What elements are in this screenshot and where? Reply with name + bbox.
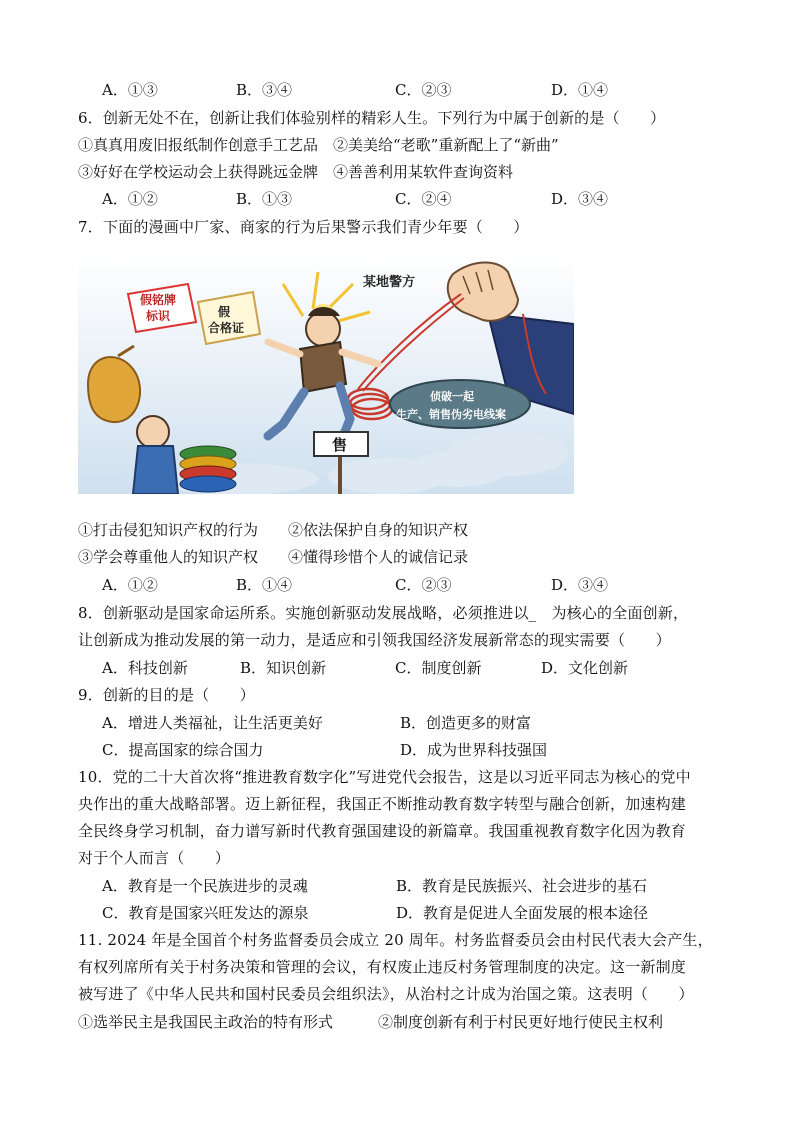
q7-items-line2: ③学会尊重他人的知识产权 ④懂得珍惜个人的诚信记录 bbox=[78, 548, 469, 566]
case-badge-line1: 侦破一起 bbox=[430, 390, 474, 403]
q8-option-b: B．知识创新 bbox=[240, 659, 327, 677]
case-badge bbox=[390, 380, 530, 428]
q11-stem-line2: 有权列席所有关于村务决策和管理的会议，有权废止违反村务管理制度的决定。这一新制度 bbox=[78, 958, 687, 976]
q5-option-a: A．①③ bbox=[102, 81, 158, 99]
cert-tag-line1: 假 bbox=[218, 305, 231, 319]
cert-tag-line2: 合格证 bbox=[208, 321, 245, 335]
q8-option-d: D．文化创新 bbox=[541, 659, 629, 677]
q10-option-a: A．教育是一个民族进步的灵魂 bbox=[102, 877, 308, 895]
q7-option-b: B．①④ bbox=[236, 576, 293, 594]
q9-option-d: D．成为世界科技强国 bbox=[400, 741, 548, 759]
q9-option-a: A．增进人类福祉，让生活更美好 bbox=[102, 714, 323, 732]
q7-items-line1: ①打击侵犯知识产权的行为 ②依法保护自身的知识产权 bbox=[78, 521, 469, 539]
police-label: 某地警方 bbox=[363, 275, 416, 290]
q6-option-c: C．②④ bbox=[395, 190, 452, 208]
q10-option-c: C．教育是国家兴旺发达的源泉 bbox=[102, 904, 309, 922]
q8-stem-line2: 让创新成为推动发展的第一动力，是适应和引领我国经济发展新常态的现实需要（ ） bbox=[78, 631, 671, 649]
q6-option-b: B．①③ bbox=[236, 190, 293, 208]
fake-certificate bbox=[198, 292, 260, 344]
q6-option-a: A．①② bbox=[102, 190, 158, 208]
q10-stem-line1: 10．党的二十大首次将“推进教育数字化”写进党代会报告，这是以习近平同志为核心的党中 bbox=[78, 768, 691, 786]
q7-stem: 7．下面的漫画中厂家、商家的行为后果警示我们青少年要（ ） bbox=[78, 218, 529, 236]
q11-stem-line1: 11. 2024 年是全国首个村务监督委员会成立 20 周年。村务监督委员会由村民代表大会产生， bbox=[78, 931, 713, 949]
q8-option-c: C．制度创新 bbox=[395, 659, 482, 677]
q6-option-d: D．③④ bbox=[551, 190, 609, 208]
q10-stem-line4: 对于个人而言（ ） bbox=[78, 849, 231, 867]
q5-option-b: B．③④ bbox=[236, 81, 293, 99]
q6-stem: 6．创新无处不在，创新让我们体验别样的精彩人生。下列行为中属于创新的是（ ） bbox=[78, 109, 666, 127]
q7-option-a: A．①② bbox=[102, 576, 158, 594]
case-badge-line2: 生产、销售伪劣电线案 bbox=[396, 408, 506, 421]
q9-option-b: B．创造更多的财富 bbox=[400, 714, 532, 732]
q10-stem-line3: 全民终身学习机制，奋力谱写新时代教育强国建设的新篇章。我国重视教育数字化因为教育 bbox=[78, 822, 687, 840]
q9-option-c: C．提高国家的综合国力 bbox=[102, 741, 264, 759]
q9-stem: 9．创新的目的是（ ） bbox=[78, 686, 255, 704]
q5-option-d: D．①④ bbox=[551, 81, 609, 99]
q7-comic bbox=[78, 254, 574, 494]
q6-items-line2: ③好好在学校运动会上获得跳远金牌 ④善善利用某软件查询资料 bbox=[78, 163, 514, 181]
q8-option-a: A．科技创新 bbox=[102, 659, 188, 677]
q7-option-c: C．②③ bbox=[395, 576, 452, 594]
q10-option-b: B．教育是民族振兴、社会进步的基石 bbox=[396, 877, 648, 895]
q10-option-d: D．教育是促进人全面发展的根本途径 bbox=[396, 904, 649, 922]
q8-stem-line1: 8．创新驱动是国家命运所系。实施创新驱动发展战略，必须推进以_ 为核心的全面创新， bbox=[78, 604, 689, 622]
brand-tag-line2: 标识 bbox=[146, 309, 171, 323]
brand-tag-line1: 假铭牌 bbox=[140, 293, 177, 307]
q11-items-line1: ①选举民主是我国民主政治的特有形式 ②制度创新有利于村民更好地行使民主权利 bbox=[78, 1013, 664, 1031]
q10-stem-line2: 央作出的重大战略部署。迈上新征程，我国正不断推动教育数字转型与融合创新，加速构建 bbox=[78, 795, 687, 813]
wire-spools bbox=[180, 446, 236, 492]
q11-stem-line3: 被写进了《中华人民共和国村民委员会组织法》，从治村之计成为治国之策。这表明（ ） bbox=[78, 985, 694, 1003]
q6-items-line1: ①真真用废旧报纸制作创意手工艺品 ②美美给“老歌”重新配上了“新曲” bbox=[78, 136, 559, 154]
sale-sign-text: 售 bbox=[332, 436, 348, 454]
q7-option-d: D．③④ bbox=[551, 576, 609, 594]
q5-option-c: C．②③ bbox=[395, 81, 452, 99]
